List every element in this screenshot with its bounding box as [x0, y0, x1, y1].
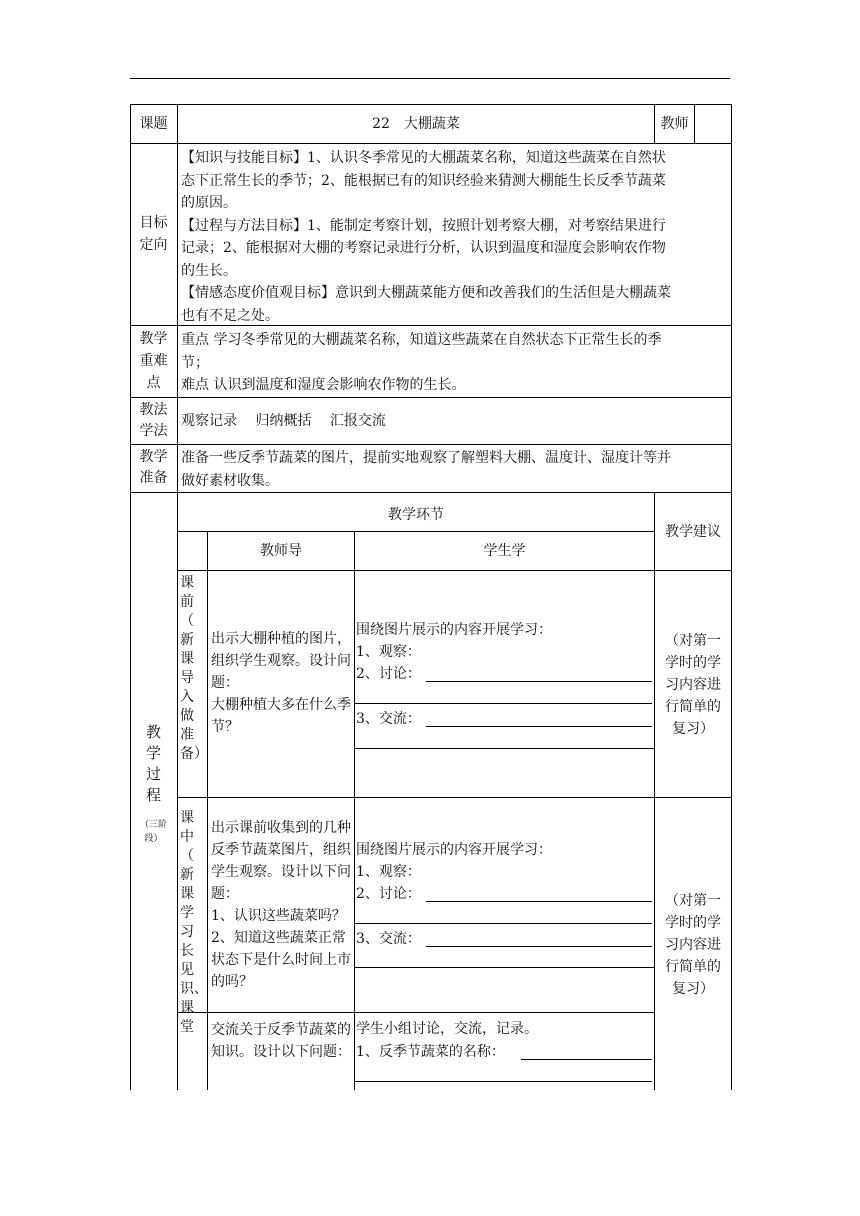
course-label: 课题 — [139, 116, 168, 132]
stage2-exchange: 3、交流： — [356, 931, 421, 947]
section-header: 教学环节 — [388, 507, 444, 523]
answer-line — [426, 946, 652, 947]
objective-line: 记录；2、能根据对大棚的考察记录进行分析，认识到温度和湿度会影响农作物 — [181, 240, 666, 256]
teacher-label: 教师 — [660, 116, 689, 132]
stage1-discuss: 2、讨论： — [356, 666, 421, 682]
stage1-observe: 1、观察： — [356, 644, 421, 660]
objectives-label: 目标 定向 — [139, 215, 168, 253]
stage2-teacher-text: 出示课前收集到的几种反季节蔬菜图片，组织学生观察。设计以下问题： 1、认识这些蔬菜吗？ 2、知道这些蔬菜正常状态下是什么时间上市的吗？ — [211, 820, 351, 990]
suggestion-header: 教学建议 — [665, 524, 721, 540]
process-sub-label: （三阶 段） — [139, 820, 167, 844]
stage3-item1: 1、反季节蔬菜的名称： — [356, 1044, 505, 1060]
stage2-suggestion: （对第一学时的学习内容进行简单的复习） — [665, 893, 721, 997]
answer-line — [355, 703, 652, 704]
methods-text: 观察记录 归纳概括 汇报交流 — [181, 413, 386, 429]
stage3-teacher-text: 交流关于反季节蔬菜的知识。设计以下问题： — [211, 1022, 351, 1060]
stage1-teacher-text: 出示大棚种植的图片，组织学生观察。设计问题： 大棚种植大多在什么季节？ — [211, 631, 351, 735]
stage1-label: 课 前 （ 新 课 导 入 做 准 备） — [180, 575, 208, 762]
objective-line: 也有不足之处。 — [181, 307, 279, 324]
stage2-observe: 1、观察： — [356, 864, 421, 880]
teacher-column-header: 教师导 — [260, 543, 302, 559]
stage3-student-intro: 学生小组讨论，交流，记录。 — [356, 1021, 538, 1037]
objectives-text — [181, 147, 671, 327]
student-column-header: 学生学 — [483, 543, 526, 559]
objective-line: 【情感态度价值观目标】意识到大棚蔬菜能方便和改善我们的生活但是大棚蔬菜 — [181, 285, 671, 301]
stage1-suggestion: （对第一学时的学习内容进行简单的复习） — [665, 633, 721, 737]
answer-line — [355, 1081, 652, 1082]
stage1-exchange: 3、交流： — [356, 711, 421, 727]
stage2-student-intro: 围绕图片展示的内容开展学习： — [356, 842, 552, 858]
stage2-label: 课 中 （ 新 课 学 习 长 见 识、 课 堂 — [180, 810, 208, 1035]
objective-line: 的生长。 — [181, 262, 237, 279]
answer-line — [426, 681, 652, 682]
methods-label: 教法 学法 — [139, 402, 168, 439]
objective-line: 的原因。 — [181, 195, 237, 211]
preparation-label: 教学 准备 — [139, 449, 168, 486]
objective-line: 【知识与技能目标】1、认识冬季常见的大棚蔬菜名称，知道这些蔬菜在自然状 — [181, 150, 666, 166]
process-label: 教 学 过 程 — [145, 723, 161, 804]
objective-line: 【过程与方法目标】1、能制定考察计划，按照计划考察大棚，对考察结果进行 — [181, 217, 666, 234]
answer-line — [426, 901, 652, 902]
objective-line: 态下正常生长的季节；2、能根据已有的知识经验来猜测大棚能生长反季节蔬菜 — [181, 172, 666, 189]
course-title: 22 大棚蔬菜 — [372, 116, 460, 132]
answer-line — [521, 1059, 652, 1060]
answer-line — [426, 726, 652, 727]
stage2-discuss: 2、讨论： — [356, 886, 421, 902]
header-rule — [130, 78, 730, 79]
answer-line — [355, 923, 652, 924]
key-points-text: 重点 学习冬季常见的大棚蔬菜名称，知道这些蔬菜在自然状态下正常生长的季 节； 难点 认识到温度和湿度会影响农作物的生长。 — [181, 332, 662, 393]
stage1-student-intro: 围绕图片展示的内容开展学习： — [356, 622, 552, 638]
key-points-label: 教学 重难 点 — [139, 331, 168, 391]
preparation-text: 准备一些反季节蔬菜的图片，提前实地观察了解塑料大棚、温度计、湿度计等并 做好素材收集。 — [181, 450, 671, 489]
